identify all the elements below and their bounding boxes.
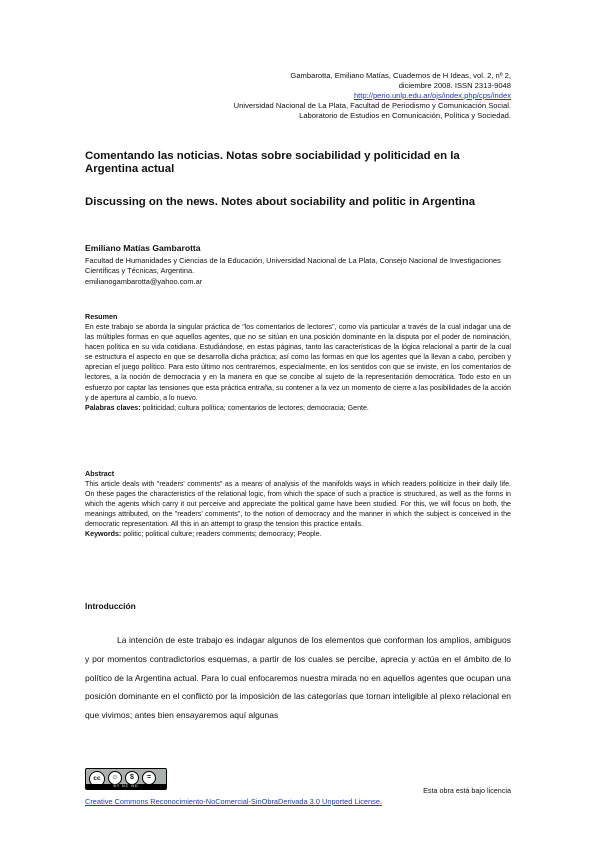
resumen-keywords: politicidad; cultura política; comentarios de lectores; democracia; Gente.: [140, 403, 369, 412]
intro-heading: Introducción: [85, 601, 136, 611]
author-email: emilianogambarotta@yahoo.com.ar: [85, 276, 203, 286]
noncommercial-icon: $: [125, 771, 139, 785]
license-link-text[interactable]: Creative Commons Reconocimiento-NoComercial-SinObraDerivada 3.0 Unported License: [85, 797, 380, 806]
abstract-keywords: politic; political culture; readers comments; democracy; People.: [121, 530, 322, 539]
journal-citation-line1: Gambarotta, Emiliano Matías, Cuadernos de H Ideas, vol. 2, nº 2,: [290, 71, 511, 80]
attribution-icon: ☺: [108, 771, 122, 785]
abstract-keywords-label: Keywords:: [85, 530, 122, 539]
journal-url-text[interactable]: http://perio.unlp.edu.ar/ojs/index.php/cps/index: [353, 91, 511, 100]
cc-logo-icon: cc: [89, 771, 105, 787]
intro-paragraph: La intención de este trabajo es indagar algunos de los elementos que conforman los amplios, ambiguos y por momentos contradictorios esquemas, a partir de los cuales se percibe, aprecia y actúa en el ámbito de lo político de la Argentina actual. Para lo cual enfocaremos nuestra mirada no en aquellos agentes que ocupan una posición dominante en el conflicto por la imposición de las categorías que tornan inteligible al plexo relacional en que vivimos; antes bien ensayaremos aquí algunas: [85, 635, 511, 721]
journal-url-link[interactable]: [354, 91, 511, 101]
title-spanish: Comentando las noticias. Notas sobre sociabilidad y politicidad en la Argentina actual: [85, 150, 460, 175]
institution-line: Universidad Nacional de La Plata, Facultad de Periodismo y Comunicación Social.: [233, 101, 511, 110]
cc-badge-strip: BY NC ND: [86, 784, 166, 789]
abstract-text: This article deals with "readers' comments" as a means of analysis of the manifolds ways in which readers politicize in their daily life. On these pages the characteristics of the relational logic, from which the space of such a practice is structured, as well as the forms in which the agents which carry it out perceive and appreciate the political game have been studied. For this, we will focus on both, the meanings attributed, on the "readers' comments", to the notion of democracy and the manner in which the subject is conceived in the democratic representation. All this in an attempt to grasp the tension this practice entails.: [85, 480, 511, 529]
license-statement: Esta obra está bajo licencia: [423, 786, 511, 795]
resumen-block: [85, 322, 511, 413]
license-link[interactable]: [85, 797, 382, 806]
author-affiliation: [85, 256, 515, 287]
author-name: Emiliano Matías Gambarotta: [85, 243, 201, 253]
license-link-period: .: [379, 797, 382, 806]
journal-citation-line2: diciembre 2008. ISSN 2313-9048: [398, 81, 511, 90]
affiliation-text: Facultad de Humanidades y Ciencias de la Educación, Universidad Nacional de La Plata, Consejo Nacional de Investigaciones Científicas y Técnicas, Argentina.: [85, 256, 501, 276]
abstract-block: [85, 479, 511, 540]
resumen-heading: Resumen: [85, 312, 118, 321]
resumen-keywords-label: Palabras claves:: [85, 403, 141, 412]
laboratory-line: Laboratorio de Estudios en Comunicación, Política y Sociedad.: [299, 111, 511, 120]
abstract-heading: Abstract: [85, 469, 115, 478]
creative-commons-badge[interactable]: [85, 768, 167, 790]
title-english: Discussing on the news. Notes about sociability and politic in Argentina: [85, 196, 476, 208]
resumen-text: En este trabajo se aborda la singular práctica de "los comentarios de lectores", como vía particular a través de la cual indagar una de las múltiples formas en que aquellos agentes, que no se sitúan en una posición dominante en la disputa por el poder de nominación, hacen política en su vida cotidiana. Estudiándose, en estas páginas, tanto las características de la lógica relacional a partir de la cual se estructura el aspecto en que se desarrolla dicha práctica; así como las formas en que los agentes que la llevan a cabo, perciben y aprecian el juego político. Para esto último nos centraremos, especialmente, en los sentidos con que se inviste, en los comentarios de lectores, a la noción de democracia y en la manera en que se concibe al sujeto de la representación democrática. Todo esto en un esfuerzo por captar las tensiones que esta práctica entraña, su contener a la vez un momento de cierre a las posibilidades de la acción y de apertura al cambio, a lo nuevo.: [85, 323, 511, 402]
noderivatives-icon: =: [142, 771, 156, 785]
